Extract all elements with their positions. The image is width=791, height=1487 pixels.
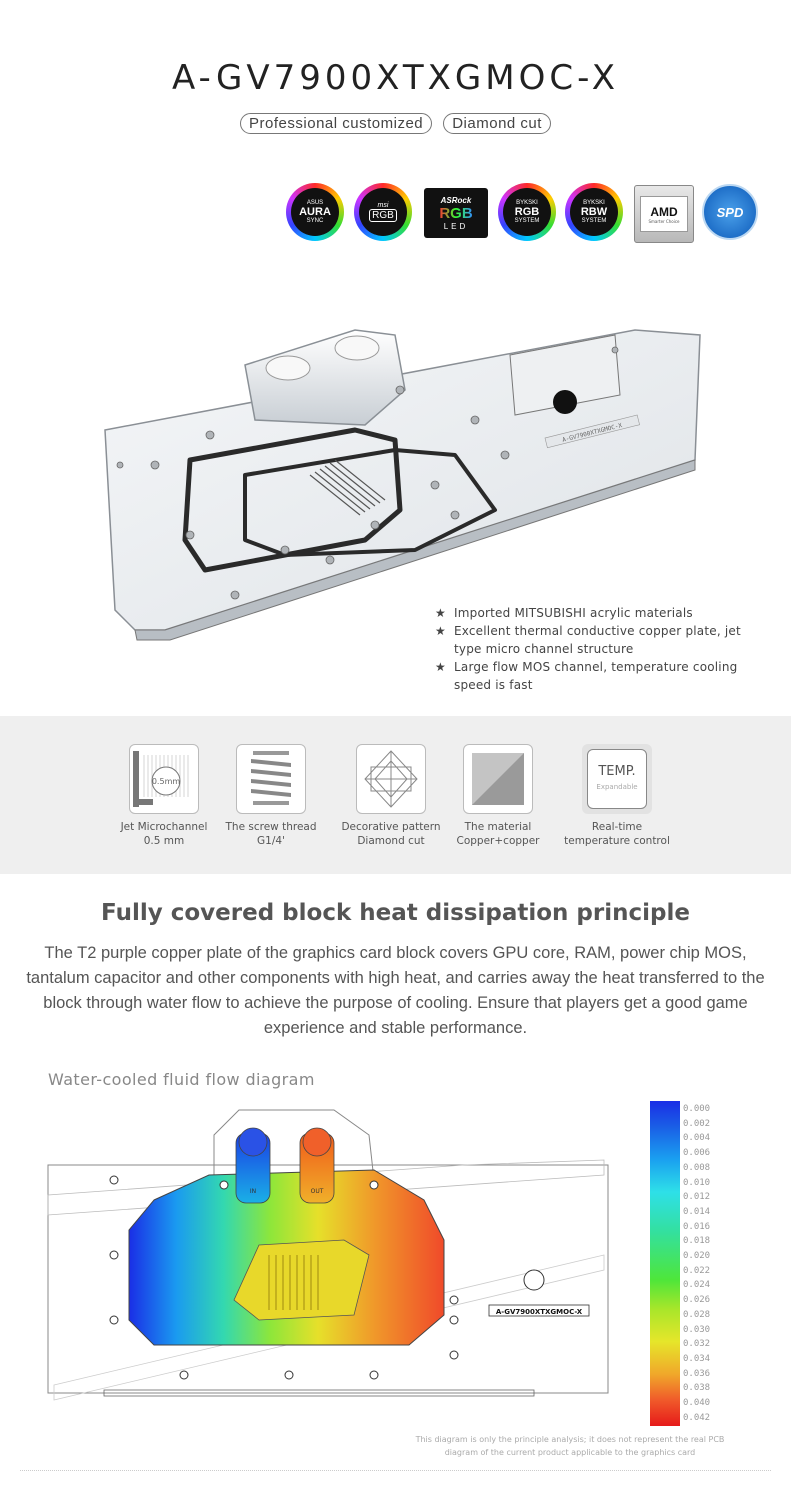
microchannel-icon [129,744,199,814]
amd-badge: AMD Smarter Choice [634,185,694,243]
scale-tick-label: 0.024 [683,1280,711,1291]
spd-badge: SPD [702,184,758,240]
feature-caption: Decorative pattern Diamond cut [341,821,441,847]
scale-tick-label: 0.026 [683,1295,711,1306]
flow-diagram-label: Water-cooled fluid flow diagram [48,1070,315,1089]
scale-tick-label: 0.032 [683,1339,711,1350]
asrock-rgb-badge: ASRock RGB LED [424,188,488,238]
tag-diamond-cut: Diamond cut [443,113,551,134]
svg-text:A-GV7900XTXGMOC-X: A-GV7900XTXGMOC-X [561,422,623,444]
scale-tick-label: 0.028 [683,1309,711,1320]
bykski-rbw-badge: BYKSKI RBW SYSTEM [565,183,623,241]
scale-tick-label: 0.018 [683,1236,711,1247]
scale-tick-label: 0.004 [683,1133,711,1144]
bykski-logo-icon [553,390,577,414]
scale-tick-label: 0.008 [683,1162,711,1173]
color-scale-bar [650,1101,680,1426]
diamond-pattern-icon [356,744,426,814]
scale-tick-label: 0.012 [683,1192,711,1203]
svg-text:IN: IN [249,1188,257,1195]
bykski-rgb-badge: BYKSKI RGB SYSTEM [498,183,556,241]
material-icon [463,744,533,814]
svg-text:0.5mm: 0.5mm [151,777,181,786]
scale-tick-label: 0.010 [683,1177,711,1188]
star-icon: ★ [435,660,446,674]
disclaimer: This diagram is only the principle analysis; it does not represent the real PCB diagram of the current product applicable to the graphics card [415,1435,725,1457]
bykski-logo-icon [524,1270,544,1290]
feature-item: ★ Imported MITSUBISHI acrylic materials [435,606,693,620]
bottom-divider [20,1470,771,1471]
feature-caption: The screw thread G1/4' [225,821,317,847]
scale-tick-label: 0.042 [683,1412,711,1423]
scale-tick-label: 0.020 [683,1251,711,1261]
scale-tick-label: 0.000 [683,1104,711,1114]
scale-tick-label: 0.006 [683,1148,711,1159]
scale-tick-label: 0.040 [683,1398,711,1408]
section-title: Fully covered block heat dissipation principle [101,900,690,926]
star-icon: ★ [435,606,446,620]
scale-tick-label: 0.038 [683,1383,711,1394]
tag-row [0,113,791,134]
scale-tick-label: 0.030 [683,1324,711,1335]
water-block-image [95,310,715,650]
section-body: The T2 purple copper plate of the graphics card block covers GPU core, RAM, power chip MOS, tantalum capacitor and other components with high heat, and carries away the heat transferred to the block through water flow to achieve the purpose of cooling. Ensure that players get a good game experience and stable performance. [26,944,765,1037]
feature-caption: The material Copper+copper [456,821,540,847]
scale-tick-label: 0.036 [683,1368,711,1379]
product-model-title: A-GV7900XTXGMOC-X [172,58,619,98]
msi-rgb-badge: msi RGB [354,183,412,241]
star-icon: ★ [435,624,446,638]
svg-text:A-GV7900XTXGMOC-X: A-GV7900XTXGMOC-X [495,1308,583,1316]
temp-icon: TEMP. Expandable [582,744,652,814]
feature-item: ★ Large flow MOS channel, temperature cooling speed is fast [435,660,738,692]
feature-caption: Real-time temperature control [564,821,670,847]
tag-professional: Professional customized [240,113,432,134]
feature-item: ★ Excellent thermal conductive copper plate, jet type micro channel structure [435,624,741,656]
aura-sync-badge: ASUS AURA SYNC [286,183,344,241]
svg-text:OUT: OUT [310,1188,324,1195]
scale-tick-label: 0.034 [683,1353,711,1364]
scale-tick-label: 0.022 [683,1265,711,1276]
flow-diagram [44,1105,644,1430]
scale-tick-label: 0.016 [683,1221,711,1232]
feature-caption: Jet Microchannel 0.5 mm [120,821,208,847]
screw-thread-icon [236,744,306,814]
scale-tick-label: 0.002 [683,1118,711,1129]
feature-list [435,604,755,694]
scale-tick-label: 0.014 [683,1206,711,1217]
